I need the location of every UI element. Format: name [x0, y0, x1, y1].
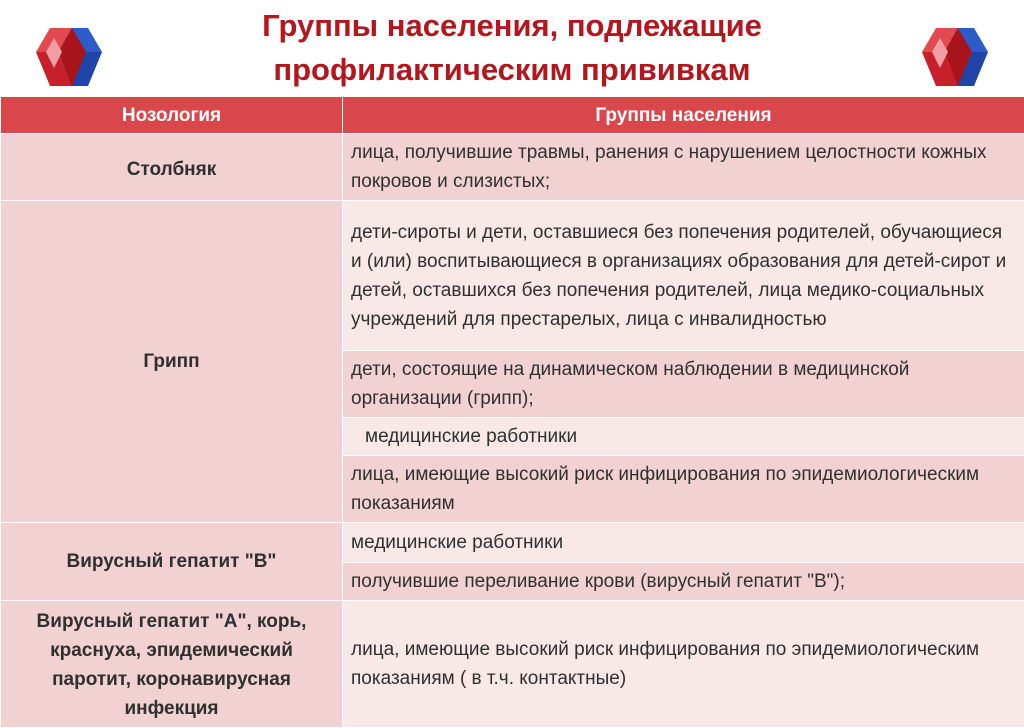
vaccination-groups-table [0, 96, 1024, 728]
group-cell: лица, имеющие высокий риск инфицирования по эпидемиологическим показаниям [343, 456, 1024, 523]
group-cell: лица, имеющие высокий риск инфицирования по эпидемиологическим показаниям ( в т.ч. контактные) [343, 601, 1024, 728]
group-cell: получившие переливание крови (вирусный гепатит "В"); [343, 563, 1024, 601]
table-row [1, 601, 1024, 728]
disease-cell: Вирусный гепатит "А", корь, краснуха, эпидемический паротит, коронавирусная инфекция [1, 601, 343, 728]
table-row [1, 523, 1024, 563]
table-row [1, 134, 1024, 201]
table-header-row [1, 97, 1024, 134]
group-cell: лица, получившие травмы, ранения с нарушением целостности кожных покровов и слизистых; [343, 134, 1024, 201]
group-cell: дети-сироты и дети, оставшиеся без попечения родителей, обучающиеся и (или) воспитывающиеся в организациях образования для детей-сирот и детей, оставшихся без попечения родителей, лица медико-социальных учреждений для престарелых, лица с инвалидностью [343, 201, 1024, 351]
group-cell: дети, состоящие на динамическом наблюдении в медицинской организации (грипп); [343, 351, 1024, 418]
group-cell: медицинские работники [343, 418, 1024, 456]
cube-logo-left-icon [32, 22, 108, 92]
header-population-groups: Группы населения [343, 97, 1024, 134]
title-line-1: Группы населения, подлежащие [150, 4, 874, 48]
disease-cell: Столбняк [1, 134, 343, 201]
disease-cell: Вирусный гепатит "В" [1, 523, 343, 601]
group-cell: медицинские работники [343, 523, 1024, 563]
page-title [150, 4, 874, 92]
disease-cell: Грипп [1, 201, 343, 523]
table-row [1, 201, 1024, 351]
header-nosology: Нозология [1, 97, 343, 134]
cube-logo-right-icon [918, 22, 994, 92]
title-line-2: профилактическим прививкам [150, 48, 874, 92]
